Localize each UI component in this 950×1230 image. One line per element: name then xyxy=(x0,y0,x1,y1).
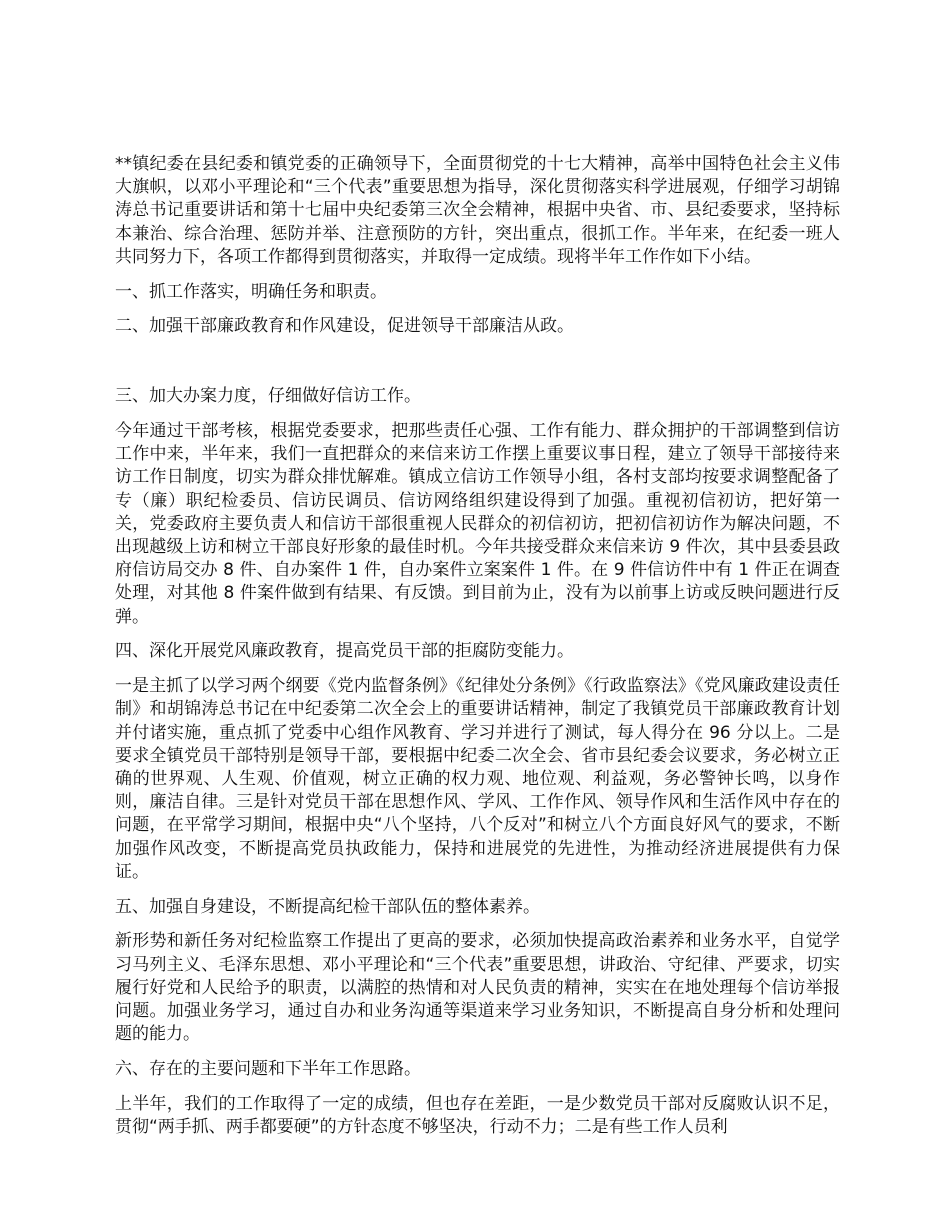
document-body xyxy=(115,153,840,1151)
intro-paragraph: **镇纪委在县纪委和镇党委的正确领导下，全面贯彻党的十七大精神，高举中国特色社会主义伟大旗帜，以邓小平理论和“三个代表”重要思想为指导，深化贯彻落实科学进展观，仔细学习胡锦涛总书记重要讲话和第十七届中央纪委第三次全会精神，根据中央省、市、县纪委要求，坚持标本兼治、综合治理、惩防并举、注意预防的方针，突出重点，很抓工作。半年来，在纪委一班人共同努力下，各项工作都得到贯彻落实，并取得一定成绩。现将半年工作作如下小结。 xyxy=(115,154,840,267)
section-heading-2: 二、加强干部廉政教育和作风建设，促进领导干部廉洁从政。 xyxy=(115,316,574,337)
section-paragraph-4: 一是主抓了以学习两个纲要《党内监督条例》《纪律处分条例》《行政监察法》《党风廉政建设责任制》和胡锦涛总书记在中纪委第二次全会上的重要讲话精神，制定了我镇党员干部廉政教育计划并付诸实施，重点抓了党委中心组作风教育、学习并进行了测试，每人得分在 96 分以上。二是要求全镇党员干部特别是领导干部，要根据中纪委二次全会、省市县纪委会议要求，务必树立正确的世界观、人生观、价值观，树立正确的权力观、地位观、利益观，务必警钟长鸣，以身作则，廉洁自律。三是针对党员干部在思想作风、学风、工作作风、领导作风和生活作风中存在的问题，在平常学习期间，根据中央“八个坚持，八个反对”和树立八个方面良好风气的要求，不断加强作风改变，不断提高党员执政能力，保持和进展党的先进性，为推动经济进展提供有力保证。 xyxy=(115,676,840,882)
section-paragraph-5: 新形势和新任务对纪检监察工作提出了更高的要求，必须加快提高政治素养和业务水平，自觉学习马列主义、毛泽东思想、邓小平理论和“三个代表”重要思想，讲政治、守纪律、严要求，切实履行好党和人民给予的职责，以满腔的热情和对人民负责的精神，实实在在地处理每个信访举报问题。加强业务学习，通过自办和业务沟通等渠道来学习业务知识，不断提高自身分析和处理问题的能力。 xyxy=(115,931,840,1045)
section-heading-5: 五、加强自身建设，不断提高纪检干部队伍的整体素养。 xyxy=(115,896,540,917)
blank-space xyxy=(115,350,840,385)
section-heading-4: 四、深化开展党风廉政教育，提高党员干部的拒腐防变能力。 xyxy=(115,641,574,662)
section-heading-6: 六、存在的主要问题和下半年工作思路。 xyxy=(115,1059,421,1080)
section-heading-3: 三、加大办案力度，仔细做好信访工作。 xyxy=(115,386,421,407)
section-paragraph-6: 上半年，我们的工作取得了一定的成绩，但也存在差距，一是少数党员干部对反腐败认识不足，贯彻“两手抓、两手都要硬”的方针态度不够坚决，行动不力；二是有些工作人员利 xyxy=(115,1093,840,1138)
section-paragraph-3: 今年通过干部考核，根据党委要求，把那些责任心强、工作有能力、群众拥护的干部调整到信访工作中来，半年来，我们一直把群众的来信来访工作摆上重要议事日程，建立了领导干部接待来访工作日制度，切实为群众排忧解难。镇成立信访工作领导小组，各村支部均按要求调整配备了专（廉）职纪检委员、信访民调员、信访网络组织建设得到了加强。重视初信初访，把好第一关，党委政府主要负责人和信访干部很重视人民群众的初信初访，把初信初访作为解决问题，不出现越级上访和树立干部良好形象的最佳时机。今年共接受群众来信来访 9 件次，其中县委县政府信访局交办 8 件、自办案件 1 件，自办案件立案案件 1 件。在 9 件信访件中有 1 件正在调查处理，对其他 8 件案件做到有结果、有反馈。到目前为止，没有为以前事上访或反映问题进行反弹。 xyxy=(115,421,840,627)
section-heading-1: 一、抓工作落实，明确任务和职责。 xyxy=(115,281,387,302)
